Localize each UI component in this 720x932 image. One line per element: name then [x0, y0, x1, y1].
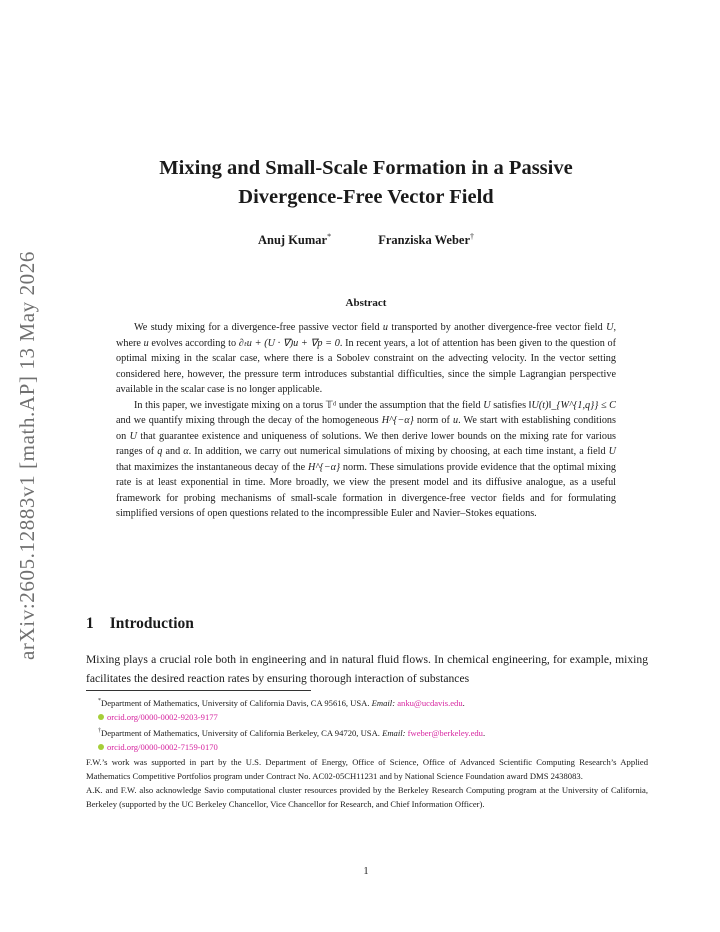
title-line-1: Mixing and Small-Scale Formation in a Passive	[159, 157, 573, 179]
author-list	[90, 232, 642, 248]
acknowledgment-note: A.K. and F.W. also acknowledge Savio computational cluster resources provided by the Berkeley Research Computing program at the University of California, Berkeley (supported by the UC Berkeley Chancellor, Vice Chancellor for Research, and Chief Information Officer).	[86, 784, 648, 810]
footnote-2: †Department of Mathematics, University of California Berkeley, CA 94720, USA. Email: fweber@berkeley.edu.	[98, 728, 486, 739]
author-1-mark: *	[327, 232, 332, 241]
footnote-rule	[86, 690, 311, 691]
footnote-2-orcid	[86, 740, 648, 754]
abstract-body	[116, 320, 616, 522]
abstract-paragraph-1: We study mixing for a divergence-free passive vector field u transported by another divergence-free vector field U, where u evolves according to ∂ₜu + (U · ∇)u + ∇p = 0. In recent years, a lot of attention has been given to the question of optimal mixing in the scalar case, where there is a Sobolev constraint on the advecting velocity. In the vector setting considered here, however, the pressure term introduces substantial difficulties, since the simple Lagrangian perspective available in the scalar case is no longer applicable.	[116, 322, 616, 395]
email-link-2[interactable]: fweber@berkeley.edu	[407, 728, 483, 739]
arxiv-identifier: arXiv:2605.12883v1 [math.AP] 13 May 2026	[14, 250, 39, 660]
abstract-heading: Abstract	[345, 297, 387, 309]
orcid-link-1[interactable]: orcid.org/0000-0002-9203-9177	[107, 712, 218, 723]
title-line-2: Divergence-Free Vector Field	[238, 186, 494, 208]
author-2-mark: †	[470, 232, 474, 241]
footnote-1: *Department of Mathematics, University of California Davis, CA 95616, USA. Email: anku@ucdavis.edu.	[98, 697, 465, 708]
author-2-name: Franziska Weber	[378, 233, 470, 248]
arxiv-sidebar	[4, 240, 50, 670]
author-1	[258, 233, 331, 247]
orcid-icon	[98, 714, 104, 720]
abstract-paragraph-2: In this paper, we investigate mixing on a torus 𝕋ᵈ under the assumption that the field U satisfies ‖U(t)‖_{W^{1,q}} ≤ C and we quantify mixing through the decay of the homogeneous H^{−α} norm of u. We start with establishing conditions on U that guarantee existence and uniqueness of solutions. We then derive lower bounds on the mixing rate for various ranges of q and α. In addition, we carry out numerical simulations of mixing by choosing, at each time instant, a field U that maximizes the instantaneous decay of the H^{−α} norm. These simulations provide evidence that the optimal mixing rate is at least exponential in time. More broadly, we view the present model and its diffusive analogue, as a useful framework for probing mechanisms of small-scale formation in divergence-free vector fields and for formulating simplified versions of open questions related to the incompressible Euler and Navier–Stokes equations.	[116, 399, 617, 519]
page-number: 1	[363, 866, 369, 877]
paper-title	[90, 154, 642, 212]
author-2	[378, 233, 474, 247]
author-1-name: Anuj Kumar	[257, 233, 328, 248]
orcid-link-2[interactable]: orcid.org/0000-0002-7159-0170	[107, 742, 218, 753]
section-heading	[86, 615, 194, 633]
funding-note: F.W.’s work was supported in part by the U.S. Department of Energy, Office of Science, Office of Advanced Scientific Computing Research’s Applied Mathematics Competitive Portfolios program under Contract No. AC02-05CH11231 and by National Science Foundation award DMS 2438083.	[86, 756, 648, 781]
section-number: 1	[86, 615, 94, 632]
intro-paragraph: Mixing plays a crucial role both in engineering and in natural fluid flows. In chemical engineering, for example, mixing facilitates the desired reaction rates by ensuring thorough interaction of substances	[86, 653, 648, 685]
footnotes	[86, 694, 648, 811]
email-link-1[interactable]: anku@ucdavis.edu	[397, 697, 463, 708]
section-title: Introduction	[109, 615, 194, 632]
orcid-icon	[98, 744, 104, 750]
footnote-1-orcid	[86, 710, 648, 724]
